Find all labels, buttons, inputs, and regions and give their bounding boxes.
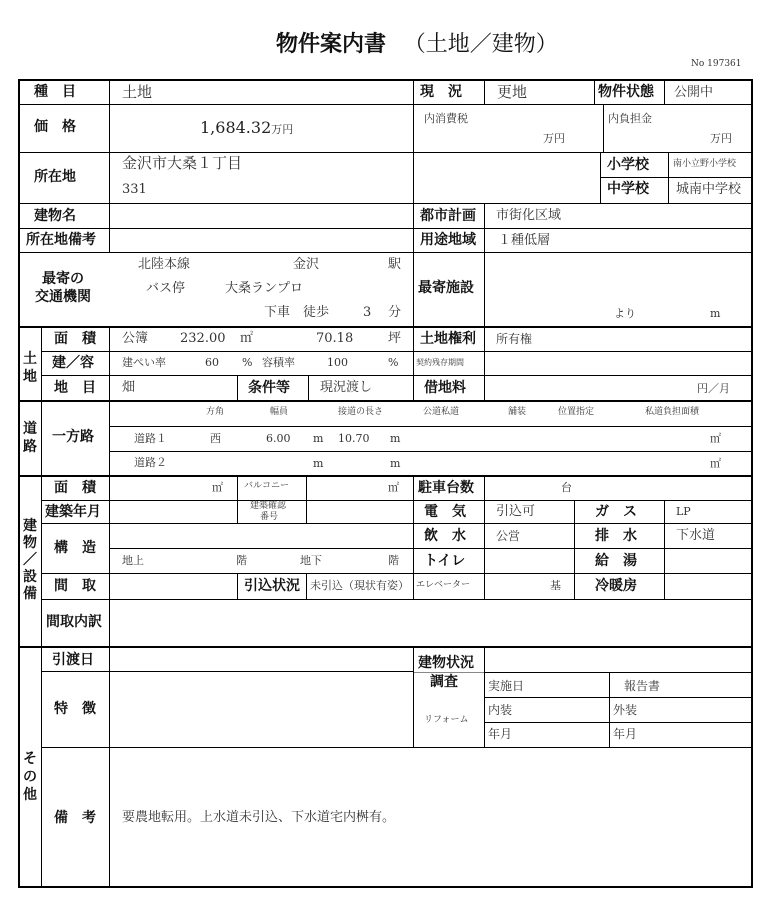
conditions-label: 条件等 <box>248 380 290 396</box>
road-2-area-unit: ㎡ <box>710 457 721 470</box>
reform-exterior-date: 年月 <box>613 727 638 741</box>
remarks-label: 備 考 <box>54 810 96 826</box>
building-group-label: 建物／設備 <box>23 518 37 602</box>
layout-detail-label: 間取内訳 <box>46 614 102 630</box>
rent-unit: 円／月 <box>697 382 730 395</box>
toilet-label: トイレ <box>424 553 466 569</box>
facility-distance-unit: m <box>710 307 721 320</box>
train-line: 北陸本線 <box>138 257 191 272</box>
title-main: 物件案内書 <box>276 32 387 57</box>
road-1-area-unit: ㎡ <box>710 432 721 445</box>
kind-label: 種 目 <box>34 84 76 100</box>
reform-interior-date: 年月 <box>488 727 513 741</box>
road-header-direction: 方角 <box>206 407 225 417</box>
location-note-label: 所在地備考 <box>26 232 96 248</box>
land-category-value: 畑 <box>122 380 136 395</box>
inspection-report-label: 報告書 <box>624 679 661 693</box>
elementary-value: 南小立野小学校 <box>673 159 737 169</box>
road-header-length: 接道の長さ <box>338 407 384 417</box>
land-ratio-label: 建／容 <box>52 355 94 371</box>
road-1-direction: 西 <box>210 432 221 445</box>
location-label: 所在地 <box>34 169 76 185</box>
floors-above-unit: 階 <box>236 554 247 567</box>
coverage-label: 建ぺい率 <box>122 356 166 369</box>
price-value <box>200 120 293 136</box>
drain-label: 排 水 <box>595 528 637 544</box>
zoning-label: 用途地域 <box>420 232 476 248</box>
status-value: 更地 <box>497 83 528 101</box>
walk-minutes: 3 <box>363 305 372 320</box>
far-value: 100 <box>327 356 348 369</box>
land-area-label: 面 積 <box>54 331 96 347</box>
bus-stop-name: 大桑ランプロ <box>225 281 304 296</box>
features-label: 特 徴 <box>54 701 96 717</box>
elevator-unit: 基 <box>550 579 561 592</box>
confirm-label-1: 建築確認 <box>250 501 287 511</box>
gas-value: LP <box>676 505 691 518</box>
structure-label: 構 造 <box>54 540 96 556</box>
land-tsubo-unit: 坪 <box>388 331 402 346</box>
balcony-label: バルコニー <box>244 481 290 491</box>
station-name: 金沢 <box>293 257 320 272</box>
junior-value: 城南中学校 <box>676 182 742 197</box>
status-label: 現 況 <box>420 84 462 100</box>
handover-label: 引渡日 <box>52 652 94 668</box>
road-1-length: 10.70 <box>338 432 370 445</box>
price-amount: 1,684.32 <box>200 118 272 137</box>
road-1-width: 6.00 <box>266 432 291 445</box>
road-header-public: 公道私道 <box>423 407 460 417</box>
other-group-label: その他 <box>23 751 37 803</box>
station-suffix: 駅 <box>388 257 402 272</box>
rent-label: 借地料 <box>424 380 466 396</box>
conditions-value: 現況渡し <box>320 380 373 395</box>
junior-label: 中学校 <box>607 181 649 197</box>
land-tsubo-value: 70.18 <box>316 331 354 346</box>
water-value: 公営 <box>496 529 521 543</box>
building-name-label: 建物名 <box>34 208 76 224</box>
burden-unit: 万円 <box>710 132 732 145</box>
tax-label: 内消費税 <box>424 112 468 125</box>
reform-label: リフォーム <box>424 715 469 725</box>
reform-interior-label: 内装 <box>488 703 513 717</box>
elementary-label: 小学校 <box>607 157 649 173</box>
layout-label: 間 取 <box>54 578 96 594</box>
land-rights-label: 土地権利 <box>420 331 476 347</box>
land-area-value: 232.00 <box>180 331 226 346</box>
reform-exterior-label: 外装 <box>613 703 638 717</box>
facility-from: より <box>614 307 636 320</box>
inspection-label-2: 調査 <box>430 674 458 690</box>
coverage-percent: % <box>242 356 253 369</box>
location-line2: 331 <box>122 182 147 197</box>
city-plan-value: 市街化区域 <box>496 208 562 223</box>
floors-above-label: 地上 <box>122 554 144 567</box>
tax-unit: 万円 <box>543 132 565 145</box>
price-label: 価 格 <box>34 119 76 135</box>
transport-label-2: 交通機関 <box>35 289 91 305</box>
confirm-label-2: 番号 <box>260 512 279 522</box>
road-2-name: 道路２ <box>134 456 167 469</box>
road-2-width-unit: m <box>313 457 324 470</box>
inspection-label-1: 建物状況 <box>418 655 474 671</box>
transport-label-1: 最寄の <box>42 271 84 287</box>
far-percent: % <box>388 356 399 369</box>
zoning-value: １種低層 <box>498 233 551 248</box>
floors-below-label: 地下 <box>300 554 322 567</box>
burden-label: 内負担金 <box>608 112 652 125</box>
gas-label: ガ ス <box>595 504 637 520</box>
title-sub: （土地／建物） <box>403 32 558 57</box>
price-unit: 万円 <box>271 123 294 136</box>
building-area-label: 面 積 <box>54 480 96 496</box>
balcony-unit: ㎡ <box>388 481 399 494</box>
road-1-width-unit: m <box>313 432 324 445</box>
far-label: 容積率 <box>262 356 295 369</box>
bus-stop-label: バス停 <box>146 281 186 296</box>
water-label: 飲 水 <box>424 528 466 544</box>
coverage-value: 60 <box>205 356 219 369</box>
floors-below-unit: 階 <box>388 554 399 567</box>
road-header-designation: 位置指定 <box>558 407 595 417</box>
minutes-unit: 分 <box>388 305 402 320</box>
road-header-width: 幅員 <box>270 407 289 417</box>
road-header-paving: 舗装 <box>508 407 527 417</box>
inspection-date-label: 実施日 <box>488 679 525 693</box>
state-value: 公開中 <box>674 85 714 100</box>
parking-unit: 台 <box>561 481 572 494</box>
elevator-label: エレベーター <box>416 580 471 590</box>
road-header-burden: 私道負担面積 <box>645 407 700 417</box>
remarks-value: 要農地転用。上水道未引込、下水道宅内桝有。 <box>122 810 396 825</box>
drain-value: 下水道 <box>676 528 716 543</box>
electric-label: 電 気 <box>424 504 466 520</box>
document-number: No 197361 <box>691 59 742 69</box>
land-group-label: 土地 <box>23 351 37 385</box>
road-1-name: 道路１ <box>134 432 167 445</box>
road-2-length-unit: m <box>390 457 401 470</box>
hotwater-label: 給 湯 <box>595 553 637 569</box>
service-value: 未引込（現状有姿） <box>310 579 409 592</box>
hvac-label: 冷暖房 <box>595 578 637 594</box>
land-category-label: 地 目 <box>54 380 96 396</box>
parking-label: 駐車台数 <box>418 480 474 496</box>
city-plan-label: 都市計画 <box>420 208 476 224</box>
building-area-unit: ㎡ <box>212 481 223 494</box>
road-type-label: 一方路 <box>52 429 94 445</box>
lease-term-label: 契約残存期間 <box>416 358 464 367</box>
built-date-label: 建築年月 <box>45 504 101 520</box>
facility-label: 最寄施設 <box>418 280 474 296</box>
land-area-unit: ㎡ <box>240 331 254 346</box>
road-1-length-unit: m <box>390 432 401 445</box>
location-line1: 金沢市大桑１丁目 <box>122 154 243 172</box>
kind-value: 土地 <box>122 83 153 101</box>
state-label: 物件状態 <box>598 84 654 100</box>
walk-label: 下車 徒歩 <box>264 305 330 320</box>
service-label: 引込状況 <box>244 578 300 594</box>
road-group-label: 道路 <box>23 421 37 455</box>
land-area-type: 公簿 <box>122 331 149 346</box>
document-title <box>276 34 558 56</box>
land-rights-value: 所有権 <box>496 332 533 346</box>
electric-value: 引込可 <box>496 504 536 519</box>
